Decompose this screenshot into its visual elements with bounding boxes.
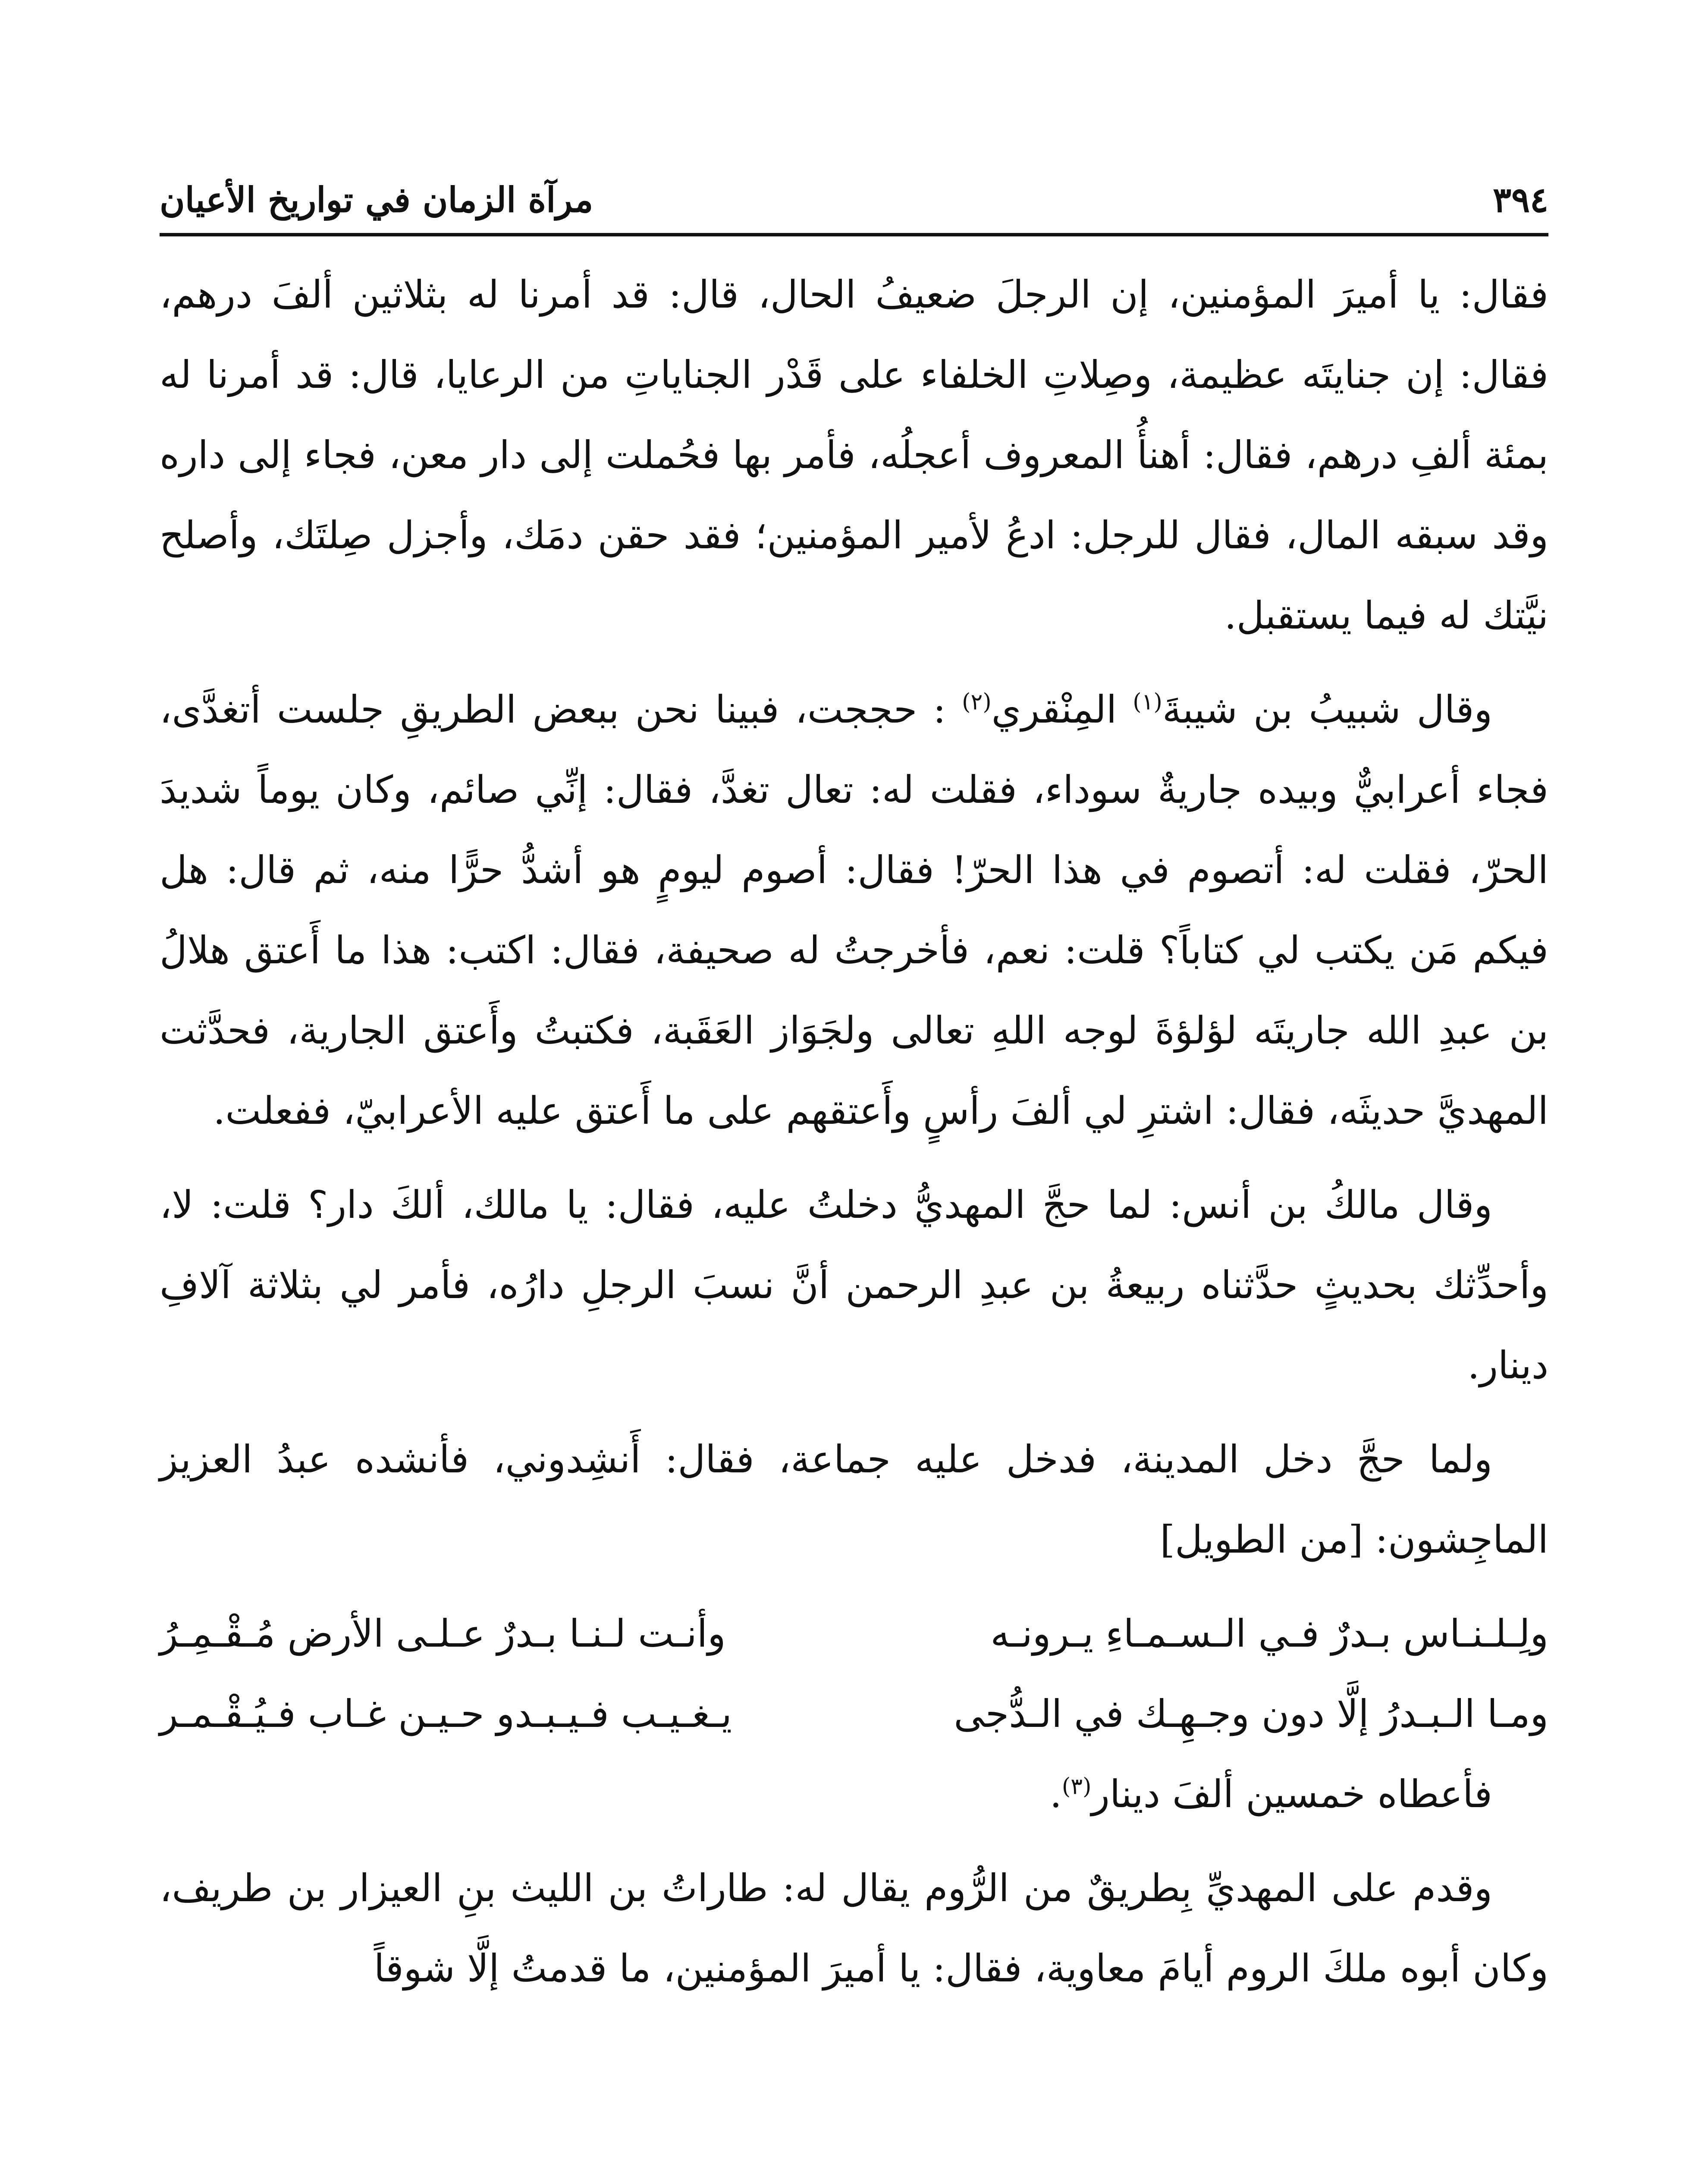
reward-text: فأعطاه خمسين ألفَ دينار	[1091, 1772, 1492, 1816]
header-rule	[160, 233, 1548, 236]
poem-reward	[160, 1754, 1548, 1834]
paragraph-shabib	[160, 670, 1548, 1151]
shabib-text: : حججت، فبينا نحن ببعض الطريقِ جلست أتغدَّى، فجاء أعرابيٌّ وبيده جاريةٌ سوداء، فقلت له: تعال تغدَّ، فقال: إنِّي صائم، وكان يوماً شديدَ الحرّ، فقلت له: أتصوم في هذا الحرّ! فقال: أصوم ليومٍ هو أشدُّ حرًّا منه، ثم قال: هل فيكم مَن يكتب لي كتاباً؟ قلت: نعم، فأخرجتُ له صحيفة، فقال: اكتب: هذا ما أَعتق هلالُ بن عبدِ الله جاريتَه لؤلؤةَ لوجه اللهِ تعالى ولجَوَاز العَقَبة، فكتبتُ وأَعتق الجارية، فحدَّثت المهديَّ حديثَه، فقال: اشترِ لي ألفَ رأسٍ وأَعتقهم على ما أَعتق عليه الأعرابيّ، ففعلت.	[160, 687, 1549, 1133]
footnote-ref-1[interactable]: (١)	[1133, 689, 1162, 715]
footnote-ref-3[interactable]: (٣)	[1061, 1773, 1092, 1800]
reward-end: .	[1049, 1772, 1062, 1816]
paragraph-patrician: وقدم على المهديِّ بِطريقٌ من الرُّوم يقال له: طاراتُ بن الليث بنِ العيزار بن طريف، وكان أبوه ملكَ الروم أيامَ معاوية، فقال: يا أميرَ المؤمنين، ما قدمتُ إلَّا شوقاً	[160, 1866, 1548, 1990]
shabib-lead: وقال شبيبُ بن شيبةَ	[1162, 687, 1492, 732]
paragraph-madina: ولما حجَّ دخل المدينة، فدخل عليه جماعة، فقال: أَنشِدوني، فأنشده عبدُ العزيز الماجِشون: [من الطويل]	[160, 1437, 1548, 1562]
footnote-ref-2[interactable]: (٢)	[962, 689, 992, 715]
page-number: ٣٩٤	[1493, 179, 1548, 220]
shabib-name: المِنْقري	[991, 687, 1133, 732]
book-title: مرآة الزمان في تواريخ الأعيان	[160, 179, 593, 220]
hemistich-2b: يـغـيـب فـيـبـدو حـيـن غـاب فـيُـقْـمـر	[160, 1692, 732, 1736]
hemistich-1a: ولِـلـنـاس بـدرٌ فـي الـسـمـاءِ يـرونـه	[990, 1611, 1548, 1656]
paragraph-maan: فقال: يا أميرَ المؤمنين، إن الرجلَ ضعيفُ الحال، قال: قد أمرنا له بثلاثين ألفَ درهم، فقال: إن جنايتَه عظيمة، وصِلاتِ الخلفاء على قَدْر الجناياتِ من الرعايا، قال: قد أمرنا له بمئة ألفِ درهم، فقال: أهنأُ المعروف أعجلُه، فأمر بها فحُملت إلى دار معن، فجاء إلى داره وقد سبقه المال، فقال للرجل: ادعُ لأمير المؤمنين؛ فقد حقن دمَك، وأجزل صِلتَك، وأصلح نيَّتك له فيما يستقبل.	[160, 272, 1549, 638]
main-text	[160, 255, 1548, 2022]
poem-line-1	[160, 1594, 1548, 1674]
hemistich-1b: وأنـت لـنـا بـدرٌ عـلـى الأرض مُـقْـمِـرُ	[160, 1611, 726, 1656]
paragraph-malik: وقال مالكُ بن أنس: لما حجَّ المهديُّ دخلتُ عليه، فقال: يا مالك، ألكَ دار؟ قلت: لا، وأحدِّثك بحديثٍ حدَّثناه ربيعةُ بن عبدِ الرحمن أنَّ نسبَ الرجلِ دارُه، فأمر لي بثلاثة آلافِ دينار.	[160, 1182, 1548, 1387]
running-header	[160, 155, 1548, 220]
poem-line-2	[160, 1674, 1548, 1754]
hemistich-2a: ومـا الـبـدرُ إلَّا دون وجـهِـك في الـدُّجى	[954, 1692, 1548, 1736]
